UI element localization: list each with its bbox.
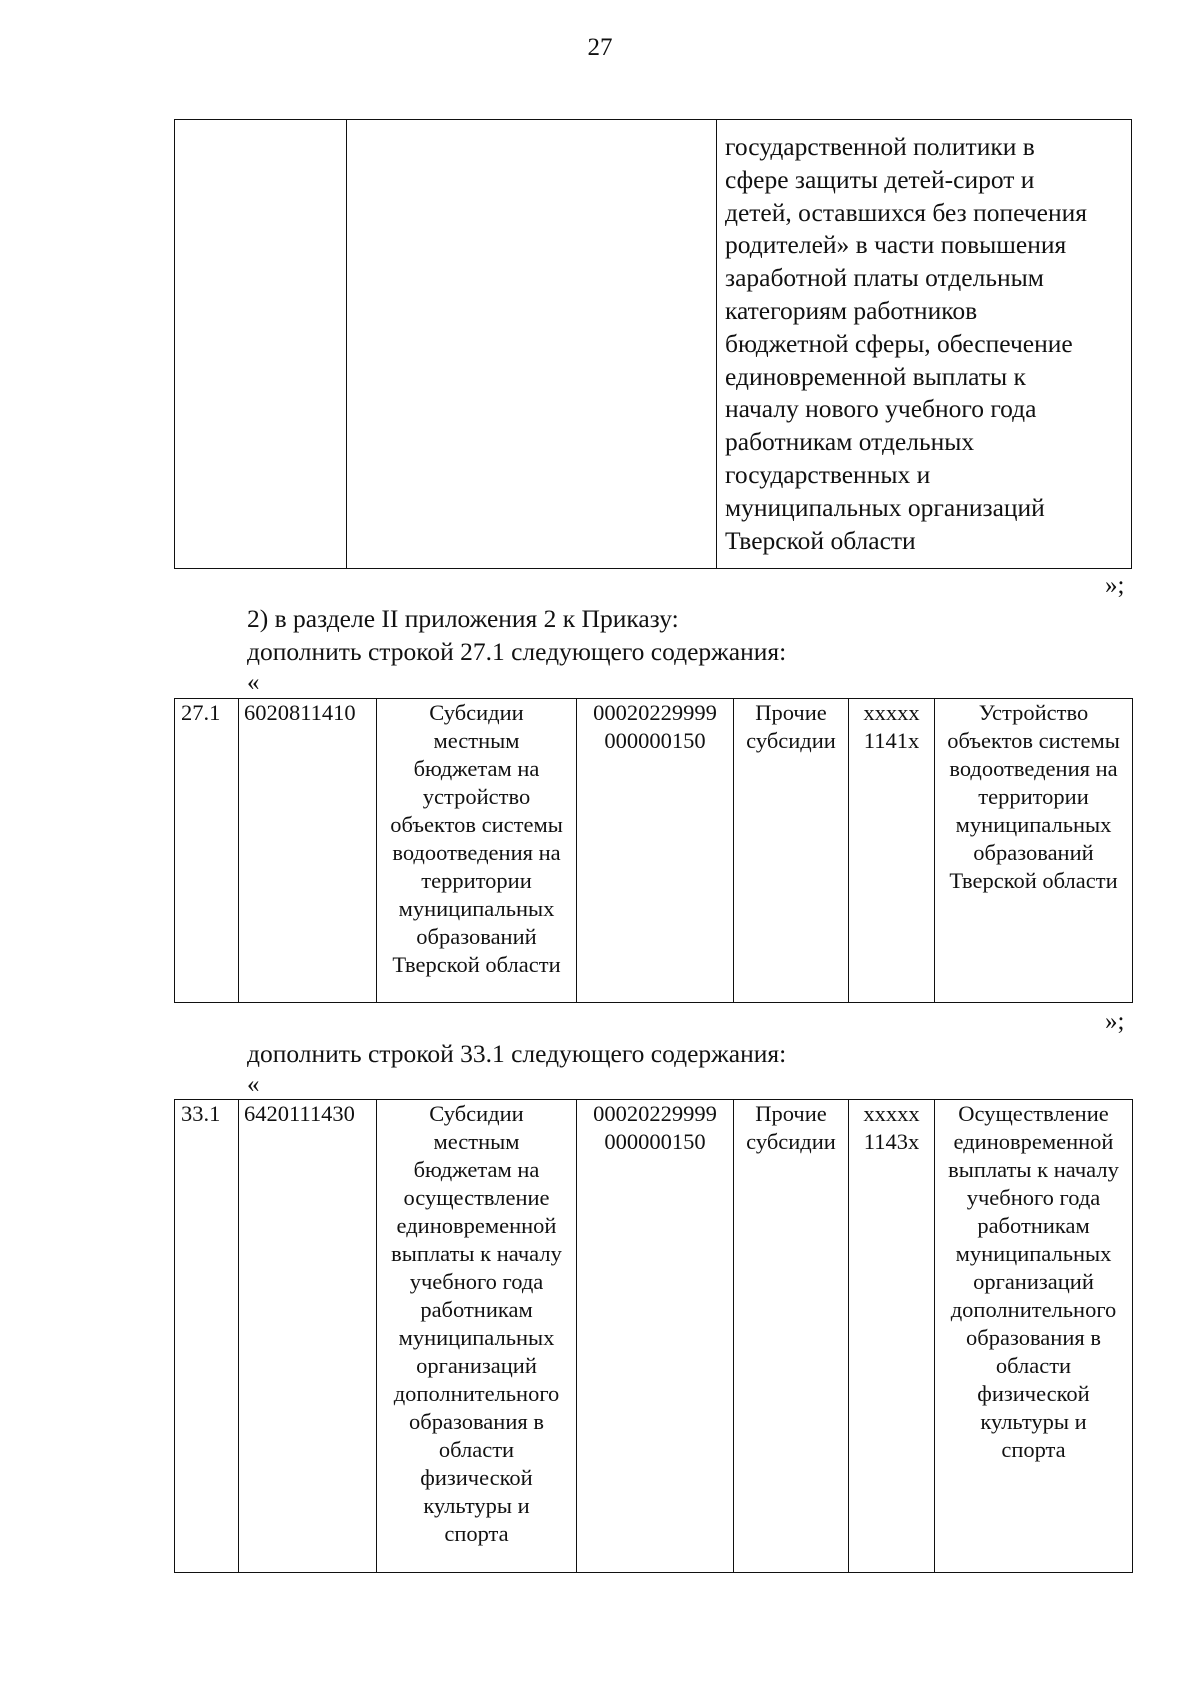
description-text: государственной политики в сфере защиты детей-сирот и детей, оставшихся без попечения родителей» в части повышения заработной платы отдельным категориям работников бюджетной сферы, обеспечение единовременной выплаты к началу нового учебного года работникам отдельных государственных и муниципальных организаций Тверской области: [725, 132, 1087, 555]
row-number-cell: 33.1: [175, 1100, 239, 1573]
target-code-cell: 6420111430: [239, 1100, 377, 1573]
kbk-code-cell: 00020229999 000000150: [577, 1100, 734, 1573]
table-row: [175, 120, 1132, 569]
purpose-cell: Устройство объектов системы водоотведения на территории муниципальных образований Тверской области: [935, 699, 1133, 1003]
x-code-cell: xxxxx 1143x: [849, 1100, 935, 1573]
empty-cell-code: [347, 120, 717, 569]
page-number: 27: [587, 34, 613, 61]
subsidy-name-cell: Субсидии местным бюджетам на осуществление единовременной выплаты к началу учебного года работникам муниципальных организаций дополнительного образования в области физической культуры и спорта: [377, 1100, 577, 1573]
kbk-code-cell: 00020229999 000000150: [577, 699, 734, 1003]
subsidy-type-cell: Прочие субсидии: [734, 699, 849, 1003]
continuation-table: [174, 119, 1132, 569]
row-number-cell: 27.1: [175, 699, 239, 1003]
subsidy-name-cell: Субсидии местным бюджетам на устройство объектов системы водоотведения на территории муниципальных образований Тверской области: [377, 699, 577, 1003]
row-27-1-table: [174, 698, 1133, 1003]
row-33-1-table: [174, 1099, 1133, 1573]
section-2-heading: 2) в разделе II приложения 2 к Приказу:: [247, 604, 679, 633]
x-code-cell: xxxxx 1141x: [849, 699, 935, 1003]
opening-quote: «: [247, 669, 260, 696]
add-row-27-1-instruction: дополнить строкой 27.1 следующего содержания:: [247, 637, 787, 666]
closing-quote: »;: [1105, 1008, 1125, 1035]
empty-cell-number: [175, 120, 347, 569]
description-cell: [717, 120, 1132, 569]
add-row-33-1-instruction: дополнить строкой 33.1 следующего содержания:: [247, 1039, 787, 1068]
target-code-cell: 6020811410: [239, 699, 377, 1003]
table-row: [175, 699, 1133, 1003]
table-row: [175, 1100, 1133, 1573]
opening-quote: «: [247, 1071, 260, 1098]
closing-quote: »;: [1105, 572, 1125, 599]
purpose-cell: Осуществление единовременной выплаты к началу учебного года работникам муниципальных организаций дополнительного образования в области физической культуры и спорта: [935, 1100, 1133, 1573]
subsidy-type-cell: Прочие субсидии: [734, 1100, 849, 1573]
